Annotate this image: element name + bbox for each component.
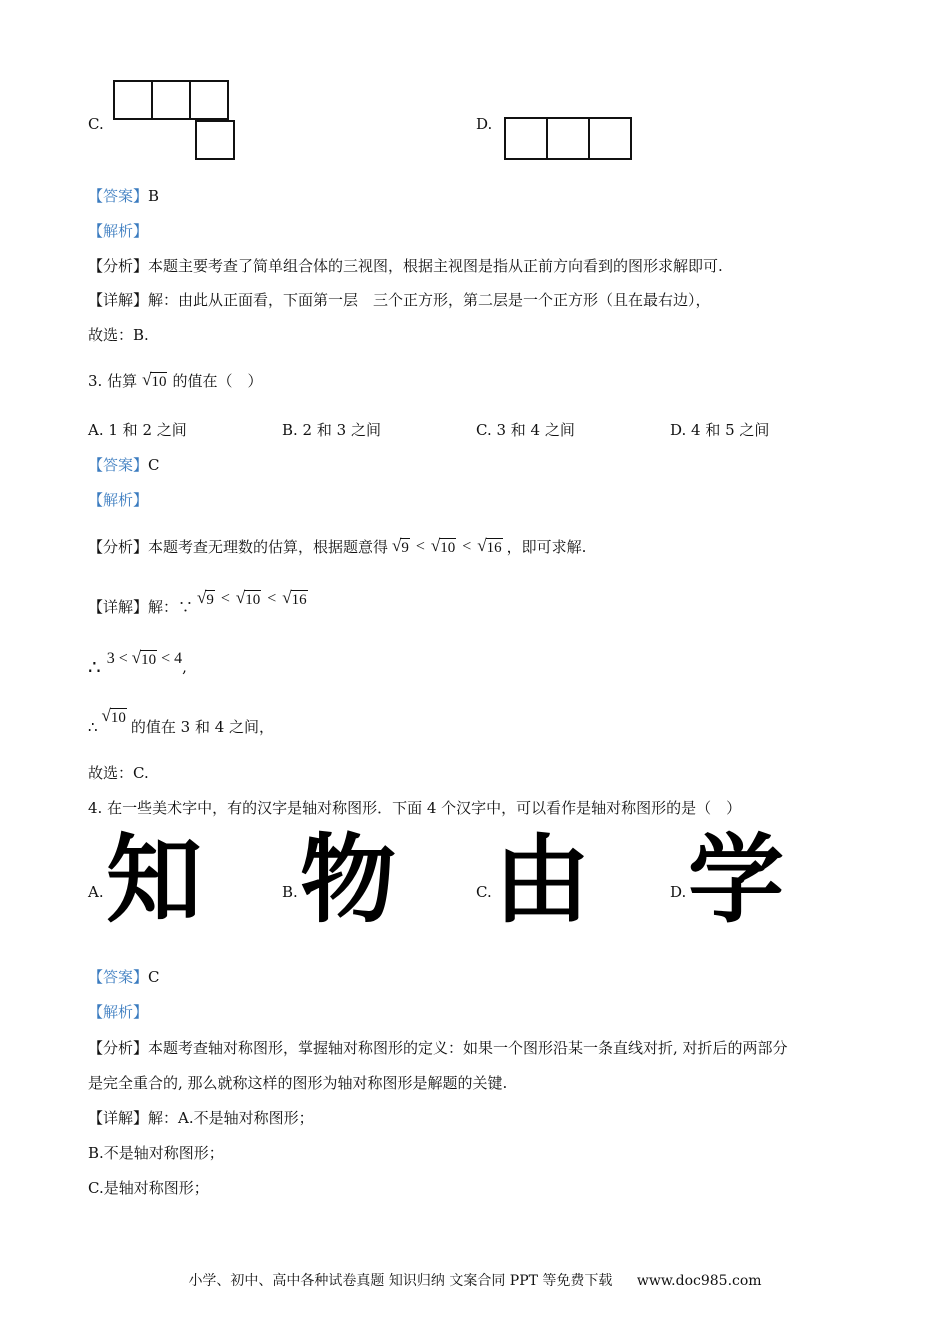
- square: [113, 80, 153, 120]
- answer-value: B: [148, 187, 160, 205]
- xiangjie-prefix: 解：∵: [148, 598, 194, 616]
- q3-stem-prefix: 3. 估算: [88, 371, 138, 390]
- analysis-tag: 【解析】: [88, 1003, 149, 1021]
- q3-answer: [88, 455, 160, 475]
- q4-line-b: B.不是轴对称图形；: [88, 1144, 224, 1162]
- square: [151, 80, 191, 120]
- footer-text: 小学、初中、高中各种试卷真题 知识归纳 文案合同 PPT 等免费下载: [188, 1273, 613, 1289]
- q3-stem: [88, 370, 262, 391]
- inequality-left: 3 <: [106, 649, 128, 667]
- q4-xiangjie: [88, 1108, 314, 1128]
- radicand: 10: [110, 710, 126, 726]
- q3-step2: [88, 648, 187, 679]
- option-c-label: C.: [88, 115, 104, 133]
- answer-tag: 【答案】: [88, 187, 149, 205]
- radicand: 10: [245, 592, 261, 608]
- radical-sign: √: [142, 370, 152, 389]
- q4-fenxi-line2: 是完全重合的, 那么就称这样的图形为轴对称图形是解题的关键.: [88, 1074, 508, 1092]
- radicand: 9: [401, 540, 409, 556]
- radical-sign: √: [197, 588, 207, 607]
- q4-fenxi-line1: [88, 1038, 788, 1058]
- fenxi-prefix: 本题考查无理数的估算，根据题意得: [148, 537, 389, 556]
- therefore-symbol: ∴: [88, 718, 98, 736]
- page-footer: [0, 1270, 950, 1290]
- sqrt-expression: [477, 536, 502, 557]
- q3-option-c: C. 3 和 4 之间: [476, 421, 575, 439]
- square: [588, 117, 632, 160]
- fenxi-text: 本题主要考查了简单组合体的三视图，根据主视图是指从正前方向看到的图形求解即可.: [148, 257, 723, 275]
- fenxi-tag: 【分析】: [88, 257, 149, 275]
- q4-option-b-label: B.: [282, 883, 298, 901]
- inequality-right: < 4: [161, 649, 183, 667]
- less-than: <: [415, 537, 425, 555]
- q2-fenxi: [88, 256, 723, 276]
- radical-sign: √: [235, 588, 246, 607]
- q4-stem: 4. 在一些美术字中，有的汉字是轴对称图形．下面 4 个汉字中，可以看作是轴对称图形的是（ ）: [88, 799, 742, 817]
- radicand: 10: [141, 652, 157, 668]
- fenxi-text: 本题考查轴对称图形，掌握轴对称图形的定义：如果一个图形沿某一条直线对折, 对折后的两部分: [148, 1039, 788, 1057]
- q3-option-a: A. 1 和 2 之间: [88, 421, 187, 439]
- q4-answer: [88, 967, 160, 987]
- analysis-tag: 【解析】: [88, 222, 149, 240]
- answer-tag: 【答案】: [88, 968, 149, 986]
- radical-sign: √: [392, 536, 402, 555]
- fenxi-tag: 【分析】: [88, 1039, 149, 1057]
- q3-analysis-heading: [88, 490, 148, 510]
- sqrt-expression: [132, 648, 157, 669]
- q3-stem-suffix: 的值在（ ）: [172, 371, 263, 390]
- q4-option-d-label: D.: [670, 883, 687, 901]
- square: [504, 117, 548, 160]
- square: [195, 120, 235, 160]
- radical-sign: √: [101, 706, 111, 725]
- fenxi-suffix: ，即可求解.: [506, 537, 587, 556]
- q3-step3: [88, 706, 275, 736]
- fenxi-tag: 【分析】: [88, 537, 149, 556]
- less-than: <: [267, 589, 277, 607]
- q2-answer: [88, 186, 159, 206]
- radicand: 10: [151, 374, 167, 390]
- inequality: [392, 536, 503, 557]
- q4-option-a-label: A.: [88, 883, 104, 901]
- radicand: 9: [206, 592, 214, 608]
- q3-option-d: D. 4 和 5 之间: [670, 421, 770, 439]
- less-than: <: [220, 589, 230, 607]
- radical-sign: √: [430, 536, 441, 555]
- q4-option-a-character: 知: [106, 824, 202, 936]
- sqrt-expression: [392, 536, 410, 557]
- xiangjie-tag: 【详解】: [88, 598, 149, 616]
- square: [546, 117, 590, 160]
- option-d-label: D.: [476, 115, 493, 133]
- sqrt-expression: [282, 588, 307, 609]
- q4-line-c: C.是轴对称图形；: [88, 1179, 209, 1197]
- footer-url[interactable]: www.doc985.com: [636, 1273, 762, 1289]
- xiangjie-tag: 【详解】: [88, 1109, 149, 1127]
- inequality: [197, 588, 308, 609]
- sqrt-expression: [102, 706, 127, 727]
- q4-analysis-heading: [88, 1002, 148, 1022]
- therefore-symbol: ∴: [88, 655, 101, 679]
- radical-sign: √: [477, 536, 487, 555]
- analysis-tag: 【解析】: [88, 491, 149, 509]
- q2-conclusion: 故选：B.: [88, 326, 149, 344]
- less-than: <: [462, 537, 472, 555]
- q3-xiangjie: [88, 588, 308, 616]
- q2-xiangjie: [88, 290, 711, 310]
- inequality: [107, 648, 182, 669]
- q3-conclusion: 故选：C.: [88, 764, 149, 782]
- sqrt-expression: [197, 588, 215, 609]
- q3-fenxi: [88, 536, 586, 557]
- q3-option-b: B. 2 和 3 之间: [282, 421, 381, 439]
- sqrt-expression: [142, 370, 167, 391]
- comma: ,: [182, 658, 187, 676]
- square: [189, 80, 229, 120]
- q2-analysis-heading: [88, 221, 148, 241]
- step3-text: 的值在 3 和 4 之间，: [130, 718, 275, 736]
- xiangjie-text: 解：A.不是轴对称图形；: [148, 1109, 314, 1127]
- q4-option-b-character: 物: [300, 824, 396, 936]
- radicand: 16: [486, 540, 502, 556]
- radicand: 10: [440, 540, 456, 556]
- radical-sign: √: [282, 588, 292, 607]
- radicand: 16: [291, 592, 307, 608]
- xiangjie-tag: 【详解】: [88, 291, 149, 309]
- q4-option-d-character: 学: [688, 824, 784, 936]
- radical-sign: √: [131, 648, 142, 667]
- answer-value: C: [148, 456, 160, 474]
- xiangjie-text: 解：由此从正面看，下面第一层 三个正方形，第二层是一个正方形（且在最右边），: [148, 291, 711, 309]
- q4-option-c-character: 由: [494, 824, 590, 936]
- answer-value: C: [148, 968, 160, 986]
- sqrt-expression: [236, 588, 261, 609]
- q4-option-c-label: C.: [476, 883, 492, 901]
- sqrt-expression: [431, 536, 456, 557]
- answer-tag: 【答案】: [88, 456, 149, 474]
